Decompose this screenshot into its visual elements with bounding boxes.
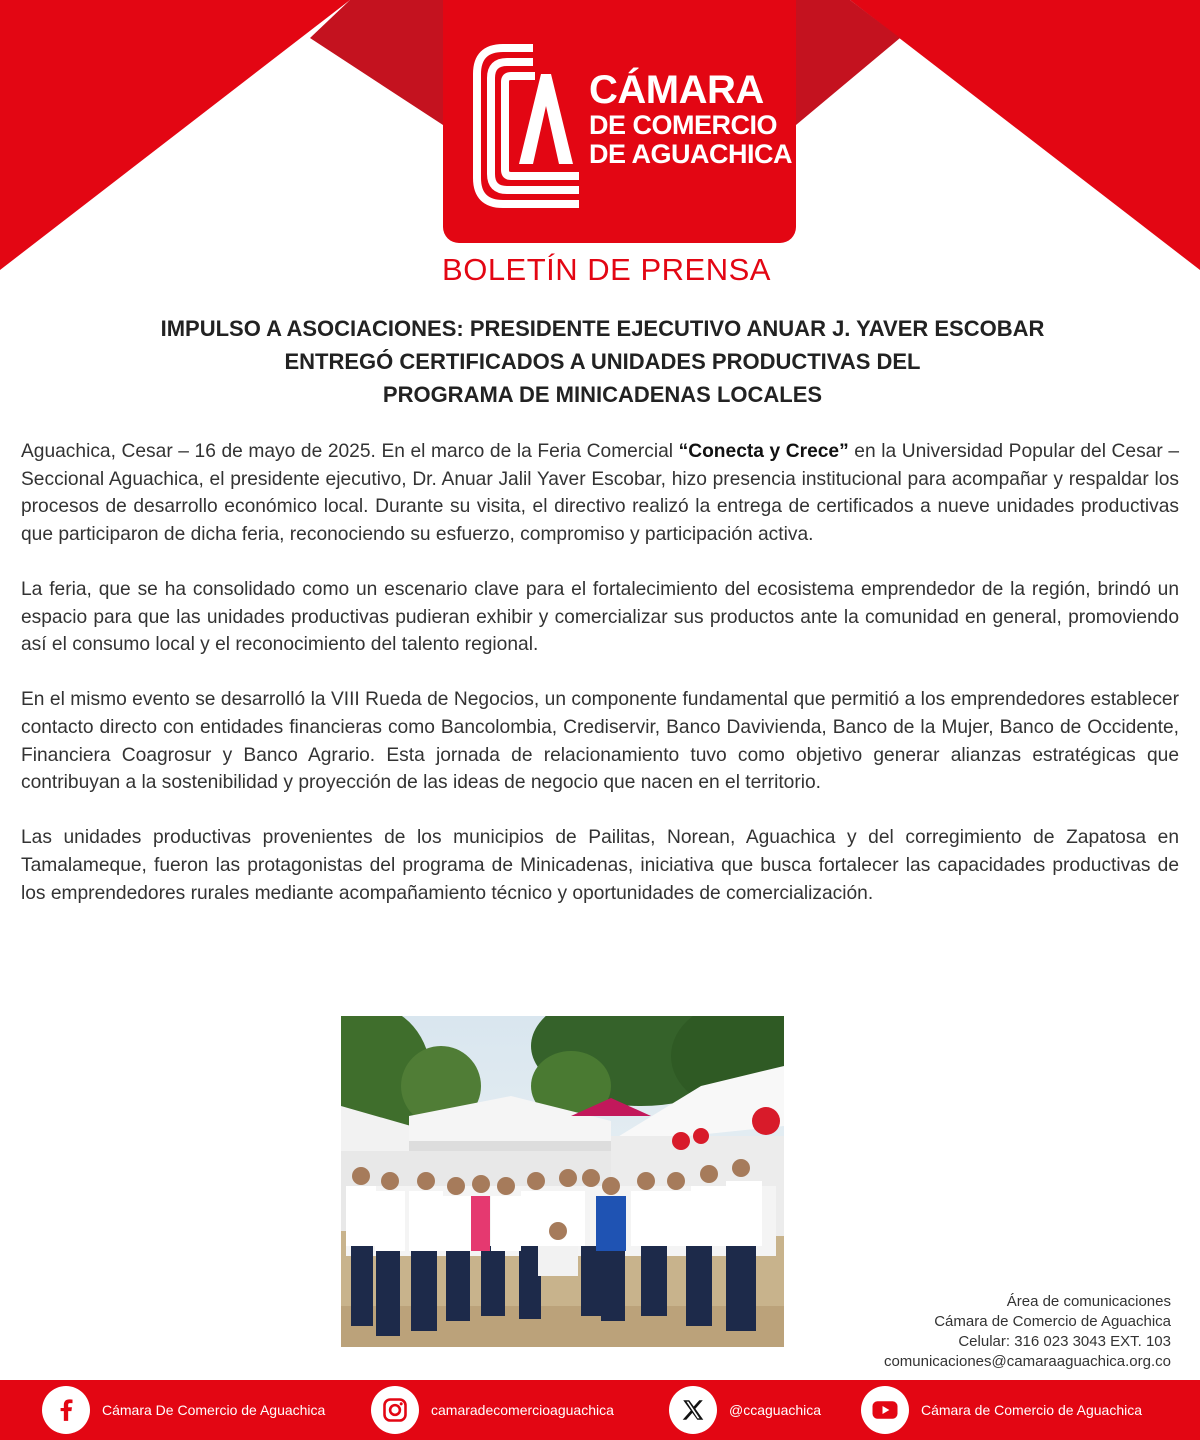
headline-line: ENTREGÓ CERTIFICADOS A UNIDADES PRODUCTIVAS DEL xyxy=(284,349,921,374)
paragraph-4: Las unidades productivas provenientes de los municipios de Pailitas, Norean, Aguachica y del corregimiento de Zapatosa en Tamalameque, fueron las protagonistas del programa de Minicadenas, iniciativa que busca fortalecer las capacidades productivas de los emprendedores rurales mediante acompañamiento técnico y oportunidades de comercialización. xyxy=(21,827,1179,904)
press-release-kicker: BOLETÍN DE PRENSA xyxy=(442,252,771,287)
footer xyxy=(0,1380,1200,1440)
event-name: “Conecta y Crece” xyxy=(678,441,849,462)
article-body xyxy=(21,438,1179,935)
social-x[interactable] xyxy=(669,1387,821,1433)
instagram-icon[interactable] xyxy=(371,1386,419,1434)
social-instagram[interactable] xyxy=(371,1387,614,1433)
social-label[interactable]: Cámara de Comercio de Aguachica xyxy=(921,1402,1143,1418)
headline-line: IMPULSO A ASOCIACIONES: PRESIDENTE EJECUTIVO ANUAR J. YAVER ESCOBAR xyxy=(160,316,1045,341)
headline-line: PROGRAMA DE MINICADENAS LOCALES xyxy=(382,382,823,407)
facebook-icon[interactable] xyxy=(42,1386,90,1434)
x-icon[interactable] xyxy=(669,1386,717,1434)
contact-org: Cámara de Comercio de Aguachica xyxy=(934,1313,1171,1330)
contact-phone: Celular: 316 023 3043 EXT. 103 xyxy=(958,1333,1171,1350)
paragraph-1: Aguachica, Cesar – 16 de mayo de 2025. En el marco de la Feria Comercial “Conecta y Crece” en la Universidad Popular del Cesar – Seccional Aguachica, el presidente ejecutivo, Dr. Anuar Jalil Yaver Escobar, hizo presencia institucional para acompañar y respaldar los procesos de desarrollo económico local. Durante su visita, el directivo realizó la entrega de certificados a nueve unidades productivas que participaron de dicha feria, reconociendo su esfuerzo, compromiso y participación activa. xyxy=(21,441,1179,545)
logo-line-1: CÁMARA xyxy=(589,68,764,112)
youtube-icon[interactable] xyxy=(861,1386,909,1434)
contact-area: Área de comunicaciones xyxy=(1006,1293,1171,1310)
event-photo xyxy=(341,1016,784,1347)
social-label[interactable]: camaradecomercioaguachica xyxy=(431,1402,614,1418)
social-label[interactable]: Cámara De Comercio de Aguachica xyxy=(102,1402,326,1418)
social-facebook[interactable] xyxy=(42,1387,325,1433)
logo-line-2: DE COMERCIO xyxy=(589,110,778,140)
contact-block xyxy=(884,1292,1171,1372)
logo-line-3: DE AGUACHICA xyxy=(589,139,792,169)
contact-email[interactable]: comunicaciones@camaraaguachica.org.co xyxy=(883,1353,1171,1370)
logo xyxy=(443,0,796,243)
paragraph-2: La feria, que se ha consolidado como un escenario clave para el fortalecimiento del ecosistema emprendedor de la región, brindó un espacio para que las unidades productivas pudieran exhibir y comercializar sus productos ante la comunidad en general, promoviendo así el consumo local y el reconocimiento del talento regional. xyxy=(21,578,1179,656)
paragraph-3: En el mismo evento se desarrolló la VIII Rueda de Negocios, un componente fundamental que permitió a los emprendedores establecer contacto directo con entidades financieras como Bancolombia, Crediservir, Banco Davivienda, Banco de la Mujer, Banco de Occidente, Financiera Coagrosur y Banco Agrario. Esta jornada de relacionamiento tuvo como objetivo generar alianzas estratégicas que contribuyan a la sostenibilidad y proyección de las ideas de negocio que nacen en el territorio. xyxy=(21,689,1179,794)
social-label[interactable]: @ccaguachica xyxy=(729,1402,822,1418)
headline xyxy=(60,312,1145,411)
logo-mark-icon xyxy=(473,44,583,208)
social-youtube[interactable] xyxy=(861,1387,1142,1433)
